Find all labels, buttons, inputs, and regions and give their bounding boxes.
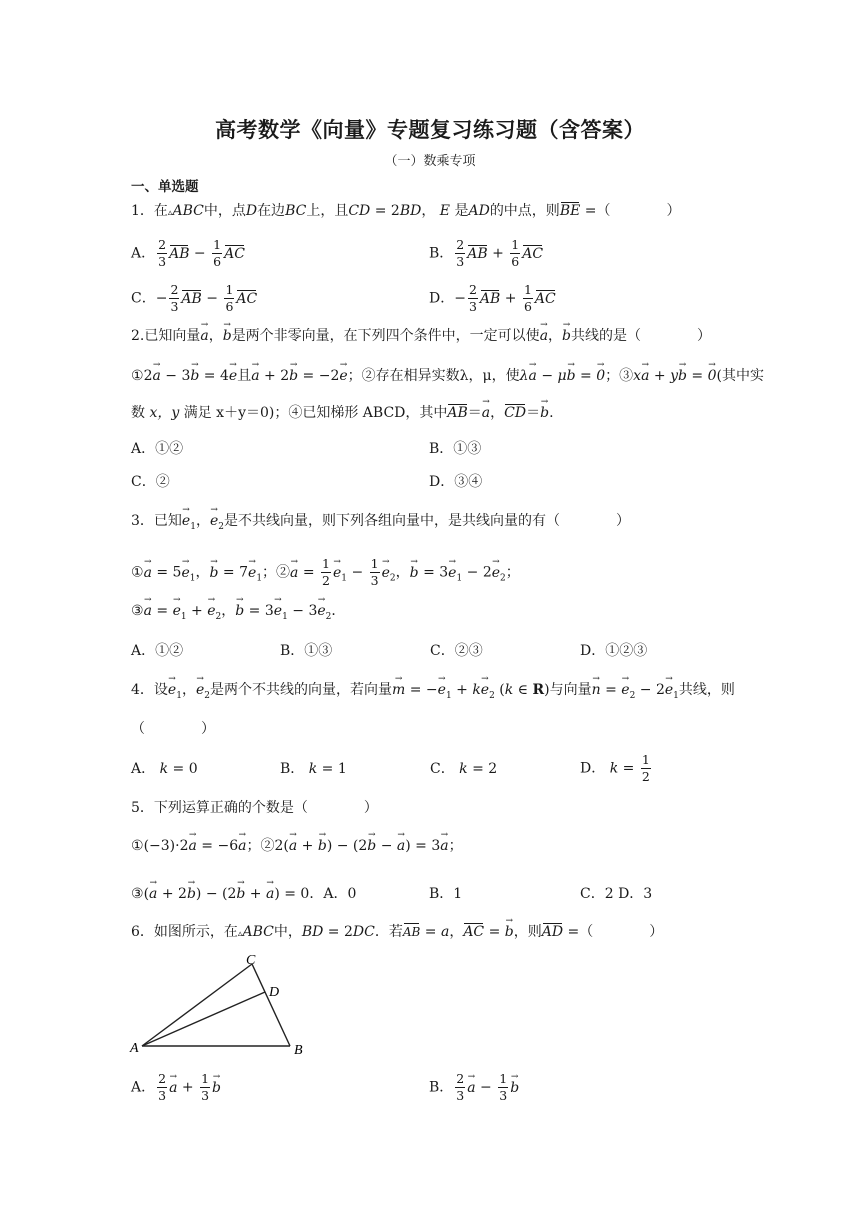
question-5-expressions: ①(−3)·2→ a = −6→ a；②2(→ a + → b) − (2→ b − → a) = 3→ a；: [131, 836, 463, 856]
question-2-conditions: ①2→ a − 3→ b = 4→ e且→ a + 2→ b = −2→ e；②存在相异实数λ，μ，使λ→ a − μ→ b = → 0；③x→ a + y→ b = → 0(其中实: [131, 366, 764, 386]
question-5-option-b: B．1: [429, 886, 463, 902]
label-c: C: [246, 953, 256, 968]
question-6-option-a: A． $\frac{2}{3}$ → a + $\frac{1}{3}$ → b: [131, 1072, 221, 1103]
page-title: 高考数学《向量》专题复习练习题（含答案）: [215, 118, 645, 142]
question-3-option-d: D．①②③: [580, 643, 648, 659]
question-3-stem: 3．已知→ $e_1$，→ $e_2$是不共线向量，则下列各组向量中，是共线向量的有（ ）: [131, 511, 630, 537]
question-4-paren: （ ）: [131, 721, 215, 737]
question-3-option-a: A．①②: [131, 643, 184, 659]
question-2-conditions-cont: 数 x，y 满足 x＋y＝0)；④已知梯形 ABCD，其中AB＝→ a，CD＝→ b.: [131, 403, 554, 423]
question-3-option-c: C．②③: [430, 643, 483, 659]
question-2-option-d: D．③④: [429, 474, 483, 490]
question-2-stem: 2.已知向量→ a，→ b是两个非零向量，在下列四个条件中，一定可以使→ a，→ b共线的是（ ）: [131, 326, 711, 346]
question-5-expressions-cont: ③(→ a + 2→ b) − (2→ b + → a) = 0．A．0: [131, 884, 356, 904]
question-1-option-c: C．− $\frac{2}{3}$ AB − $\frac{1}{6}$ AC: [131, 282, 258, 314]
question-1-stem: 1．在▵ABC中，点D在边BC上，且CD = 2BD， E 是AD的中点，则BE =（ ）: [131, 203, 681, 219]
question-5-option-cd: C．2 D．3: [580, 886, 653, 902]
page-subtitle: （一）数乘专项: [384, 154, 476, 169]
question-2-option-b: B．①③: [429, 441, 482, 457]
section-heading: 一、单选题: [131, 179, 199, 195]
side-cb: [252, 964, 290, 1046]
question-4-option-c: C． k = 2: [430, 761, 498, 777]
question-3-groups-cont: ③→ a = → $e_1$ + → $e_2$，→ $b = 3\to e_1 - 3\to e_2$．: [131, 601, 345, 627]
question-6-option-b: B． $\frac{2}{3}$ → a − $\frac{1}{3}$ → b: [429, 1072, 519, 1103]
question-1-option-a: A． $\frac{2}{3}$ AB − $\frac{1}{6}$ AC: [131, 237, 245, 269]
question-3-option-b: B．①③: [280, 643, 333, 659]
question-6-stem: 6．如图所示，在▵ABC中，BD = 2DC．若AB = a，AC = → b，则AD =（ ）: [131, 922, 663, 944]
question-4-option-d: D． k = $\frac{1}{2}$: [580, 752, 650, 784]
question-1-option-d: D．− $\frac{2}{3}$ AB + $\frac{1}{6}$ AC: [429, 282, 556, 314]
label-a: A: [130, 1041, 139, 1056]
label-d: D: [269, 985, 280, 1000]
question-4-option-b: B． k = 1: [280, 761, 347, 777]
question-5-stem: 5．下列运算正确的个数是（ ）: [131, 800, 378, 816]
label-b: B: [294, 1043, 303, 1058]
question-4-option-a: A． k = 0: [131, 761, 198, 777]
question-4-stem: 4．设→ $e_1$，→ $e_2$是两个不共线的向量，若向量→ m = −→ $e_1 + k\to e_2$ (k ∈ R)与向量→ n = → $e_2 - 2\to e_1$共线，则: [131, 680, 735, 706]
question-2-option-a: A．①②: [131, 441, 184, 457]
triangle-figure: [128, 950, 328, 1060]
question-3-groups: ①→ $a = 5\to e_1$，→ $b = 7\to e_1$；②→ a = $\frac{1}{2}$ → $e_1$ − $\frac{1}{3}$ → $e_2$，→ $b = 3\to e_1 - 2\to e_2$；: [131, 557, 520, 588]
question-2-option-c: C．②: [131, 474, 170, 490]
question-1-option-b: B． $\frac{2}{3}$ AB + $\frac{1}{6}$ AC: [429, 237, 544, 269]
